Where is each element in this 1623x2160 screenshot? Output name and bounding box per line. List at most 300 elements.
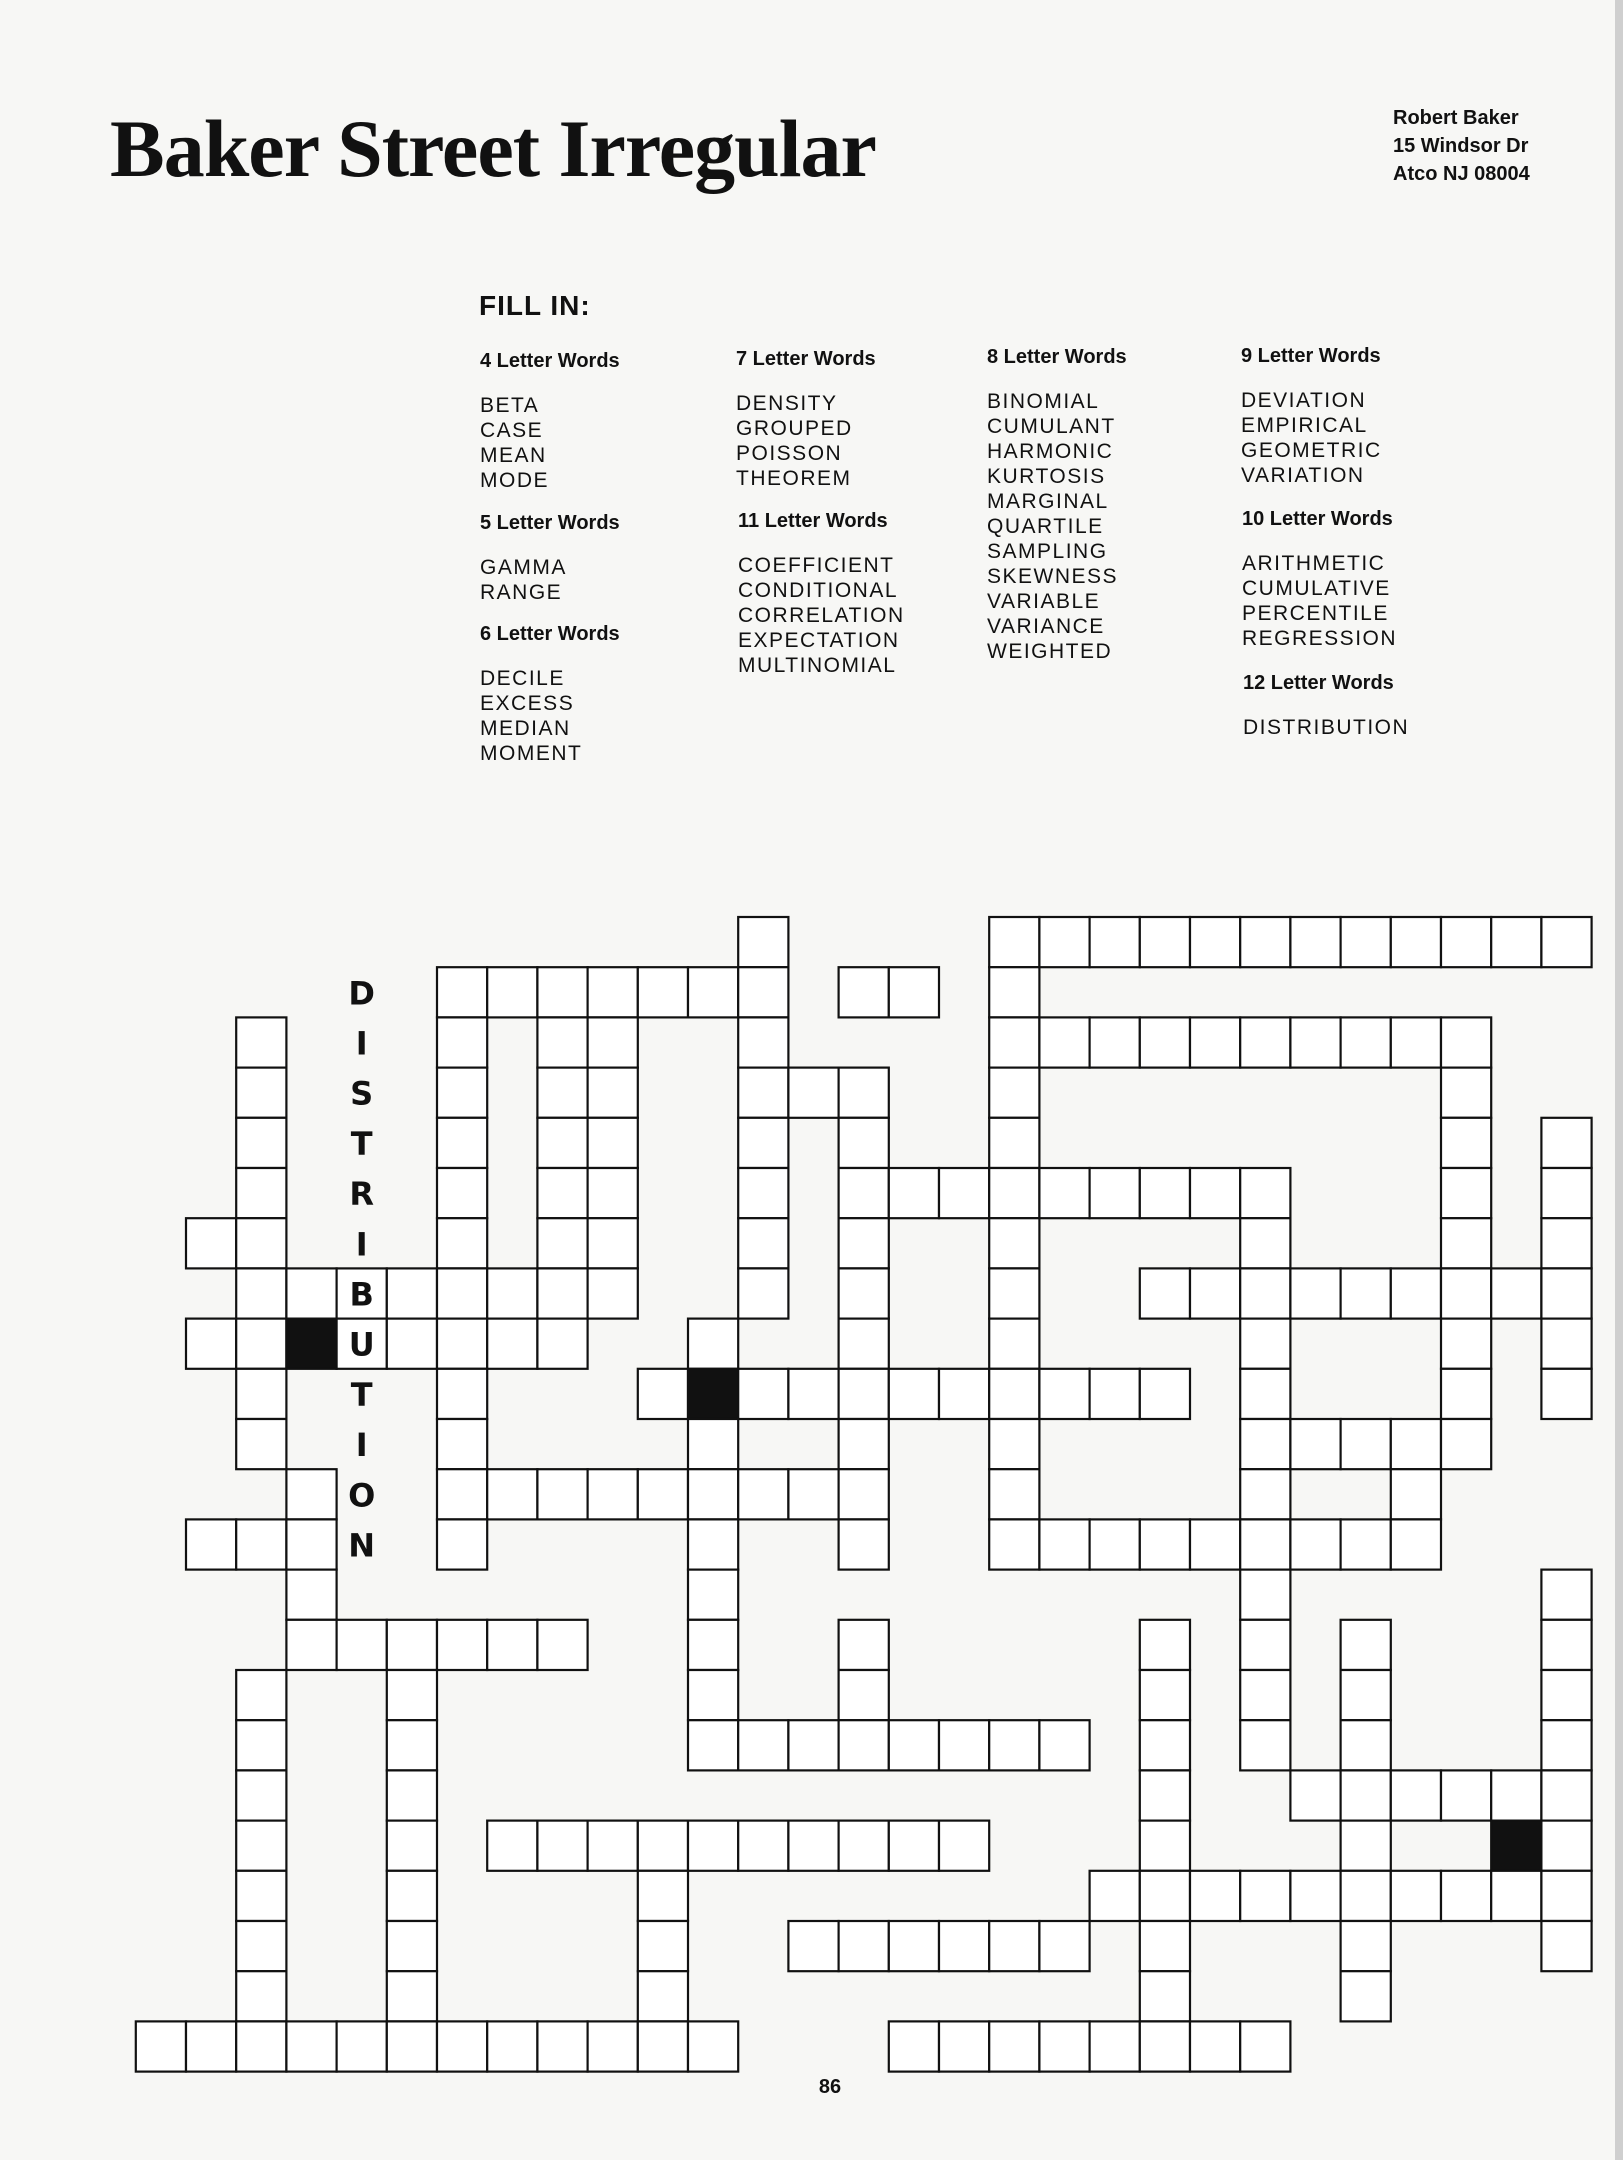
grid-cell[interactable] [1541, 1670, 1591, 1720]
fill-in-label: FILL IN: [479, 290, 591, 321]
grid-cell[interactable] [839, 1319, 889, 1369]
grid-cell[interactable] [236, 1770, 286, 1820]
grid-cell[interactable] [989, 1519, 1039, 1569]
grid-cell[interactable] [1090, 1168, 1140, 1218]
grid-cell[interactable] [989, 1419, 1039, 1469]
filled-letter: R [349, 1175, 375, 1214]
grid-cell[interactable] [839, 1268, 889, 1318]
grid-cell[interactable] [1541, 1319, 1591, 1369]
grid-cell[interactable] [1341, 1770, 1391, 1820]
grid-cell[interactable] [588, 1268, 638, 1318]
grid-cell[interactable] [1541, 1770, 1591, 1820]
grid-cell[interactable] [1240, 917, 1290, 967]
grid-cell[interactable] [387, 1770, 437, 1820]
grid-cell[interactable] [236, 1168, 286, 1218]
grid-cell[interactable] [1441, 1168, 1491, 1218]
grid-cell[interactable] [537, 1168, 587, 1218]
grid-cell[interactable] [688, 1469, 738, 1519]
grid-cell[interactable] [1391, 1017, 1441, 1067]
grid-cell[interactable] [889, 2021, 939, 2071]
grid-cell[interactable] [1341, 1720, 1391, 1770]
grid-cell[interactable] [939, 1720, 989, 1770]
grid-cell[interactable] [236, 1519, 286, 1569]
grid-cell[interactable] [437, 1419, 487, 1469]
grid-cell[interactable] [989, 1268, 1039, 1318]
grid-cell[interactable] [387, 1921, 437, 1971]
grid-cell[interactable] [1341, 1871, 1391, 1921]
grid-cell[interactable] [738, 917, 788, 967]
grid-cell[interactable] [437, 1620, 487, 1670]
grid-cell[interactable] [1240, 1670, 1290, 1720]
grid-cell[interactable] [1240, 1268, 1290, 1318]
grid-cell[interactable] [1541, 1118, 1591, 1168]
grid-cell[interactable] [537, 1319, 587, 1369]
grid-cell[interactable] [688, 1519, 738, 1569]
grid-cell[interactable] [236, 1871, 286, 1921]
grid-cell[interactable] [1240, 1469, 1290, 1519]
grid-cell[interactable] [487, 1268, 537, 1318]
grid-cell[interactable] [839, 1519, 889, 1569]
grid-cell[interactable] [487, 2021, 537, 2071]
grid-cell[interactable] [1541, 1369, 1591, 1419]
grid-cell[interactable] [1240, 1017, 1290, 1067]
grid-cell[interactable] [1341, 1670, 1391, 1720]
grid-cell[interactable] [1290, 1419, 1340, 1469]
grid-cell[interactable] [839, 967, 889, 1017]
grid-cell[interactable] [788, 1369, 838, 1419]
grid-cell[interactable] [939, 1921, 989, 1971]
grid-cell[interactable] [939, 1821, 989, 1871]
grid-cell[interactable] [537, 1268, 587, 1318]
grid-cell[interactable] [738, 1821, 788, 1871]
grid-cell[interactable] [1039, 917, 1089, 967]
grid-cell[interactable] [437, 1218, 487, 1268]
grid-cell[interactable] [989, 1369, 1039, 1419]
grid-cell[interactable] [236, 1218, 286, 1268]
grid-cell[interactable] [688, 2021, 738, 2071]
grid-cell[interactable] [1341, 1620, 1391, 1670]
grid-cell[interactable] [839, 1419, 889, 1469]
word-item: MARGINAL [987, 490, 1109, 513]
grid-cell[interactable] [989, 1017, 1039, 1067]
grid-cell[interactable] [588, 1068, 638, 1118]
grid-cell[interactable] [889, 1821, 939, 1871]
grid-cell[interactable] [1140, 1369, 1190, 1419]
grid-cell[interactable] [286, 1268, 336, 1318]
grid-cell[interactable] [788, 1921, 838, 1971]
grid-cell[interactable] [638, 1871, 688, 1921]
grid-cell[interactable] [537, 1118, 587, 1168]
grid-cell[interactable] [688, 1319, 738, 1369]
grid-cell[interactable] [788, 1720, 838, 1770]
grid-cell[interactable] [738, 1469, 788, 1519]
grid-cell[interactable] [939, 1168, 989, 1218]
grid-cell[interactable] [1441, 1118, 1491, 1168]
grid-cell[interactable] [437, 1017, 487, 1067]
grid-cell[interactable] [236, 1068, 286, 1118]
grid-cell[interactable] [1441, 1419, 1491, 1469]
grid-cell[interactable] [537, 1469, 587, 1519]
grid-cell[interactable] [1240, 1720, 1290, 1770]
grid-cell[interactable] [989, 1319, 1039, 1369]
grid-cell[interactable] [487, 1620, 537, 1670]
grid-cell[interactable] [839, 1821, 889, 1871]
grid-cell[interactable] [186, 1519, 236, 1569]
grid-cell[interactable] [1039, 1369, 1089, 1419]
grid-cell[interactable] [1240, 1871, 1290, 1921]
grid-cell[interactable] [738, 1369, 788, 1419]
grid-cell[interactable] [1190, 917, 1240, 967]
grid-cell[interactable] [989, 967, 1039, 1017]
grid-cell[interactable] [1541, 1720, 1591, 1770]
grid-cell[interactable] [1541, 1921, 1591, 1971]
group-heading: 9 Letter Words [1241, 345, 1381, 367]
grid-cell[interactable] [1090, 1519, 1140, 1569]
grid-cell[interactable] [1140, 1971, 1190, 2021]
grid-cell[interactable] [236, 2021, 286, 2071]
grid-cell[interactable] [1541, 1821, 1591, 1871]
grid-cell[interactable] [537, 2021, 587, 2071]
grid-cell[interactable] [839, 1168, 889, 1218]
grid-cell[interactable] [1341, 1921, 1391, 1971]
grid-cell[interactable] [1140, 1017, 1190, 1067]
grid-cell[interactable] [588, 1218, 638, 1268]
grid-cell[interactable] [1391, 1268, 1441, 1318]
grid-cell[interactable] [588, 1017, 638, 1067]
grid-cell[interactable] [1441, 1319, 1491, 1369]
grid-cell[interactable] [989, 1469, 1039, 1519]
grid-cell[interactable] [1190, 1519, 1240, 1569]
grid-cell[interactable] [588, 1469, 638, 1519]
grid-cell[interactable] [286, 1570, 336, 1620]
grid-cell[interactable] [1491, 1871, 1541, 1921]
word-item: GEOMETRIC [1241, 439, 1382, 462]
grid-cell[interactable] [387, 1971, 437, 2021]
word-item: MOMENT [480, 742, 583, 765]
filled-letter: U [348, 1325, 375, 1364]
grid-cell[interactable] [487, 1821, 537, 1871]
word-item: POISSON [736, 442, 843, 465]
grid-cell[interactable] [1140, 1821, 1190, 1871]
grid-cell[interactable] [839, 1218, 889, 1268]
grid-cell[interactable] [236, 1720, 286, 1770]
grid-cell[interactable] [1290, 1871, 1340, 1921]
grid-cell[interactable] [1240, 1570, 1290, 1620]
grid-cell[interactable] [889, 967, 939, 1017]
grid-cell[interactable] [839, 1469, 889, 1519]
grid-cell[interactable] [387, 1268, 437, 1318]
grid-cell[interactable] [1541, 1871, 1591, 1921]
grid-cell[interactable] [989, 1168, 1039, 1218]
grid-cell[interactable] [1441, 917, 1491, 967]
grid-cell[interactable] [1190, 1017, 1240, 1067]
grid-cell[interactable] [1441, 1369, 1491, 1419]
grid-cell[interactable] [286, 2021, 336, 2071]
grid-cell[interactable] [1140, 1168, 1190, 1218]
grid-cell[interactable] [1341, 1268, 1391, 1318]
grid-cell[interactable] [738, 1168, 788, 1218]
grid-cell[interactable] [1290, 1519, 1340, 1569]
grid-cell[interactable] [236, 1369, 286, 1419]
word-item: EMPIRICAL [1241, 414, 1368, 437]
grid-cell[interactable] [989, 2021, 1039, 2071]
grid-cell[interactable] [537, 1620, 587, 1670]
word-item: VARIABLE [987, 590, 1101, 613]
grid-cell[interactable] [286, 1519, 336, 1569]
grid-cell[interactable] [1491, 1268, 1541, 1318]
grid-cell[interactable] [1039, 1720, 1089, 1770]
group-heading: 4 Letter Words [480, 350, 620, 372]
grid-cell[interactable] [1341, 1971, 1391, 2021]
grid-cell[interactable] [1391, 1419, 1441, 1469]
grid-cell[interactable] [1090, 2021, 1140, 2071]
grid-cell[interactable] [1341, 1419, 1391, 1469]
grid-cell[interactable] [788, 1068, 838, 1118]
grid-cell[interactable] [1140, 917, 1190, 967]
grid-cell[interactable] [989, 1921, 1039, 1971]
grid-cell[interactable] [1140, 1720, 1190, 1770]
filled-letter: T [350, 1375, 373, 1414]
grid-cell[interactable] [738, 1068, 788, 1118]
grid-cell[interactable] [788, 1469, 838, 1519]
grid-cell[interactable] [1140, 1871, 1190, 1921]
grid-cell[interactable] [1391, 1871, 1441, 1921]
grid-cell[interactable] [1441, 1017, 1491, 1067]
grid-cell[interactable] [437, 967, 487, 1017]
grid-cell[interactable] [387, 1871, 437, 1921]
grid-cell[interactable] [186, 1218, 236, 1268]
grid-cell[interactable] [638, 2021, 688, 2071]
grid-cell[interactable] [638, 1921, 688, 1971]
grid-cell[interactable] [1240, 1620, 1290, 1670]
grid-cell[interactable] [487, 967, 537, 1017]
word-item: COEFFICIENT [738, 554, 895, 577]
grid-cell[interactable] [1039, 1017, 1089, 1067]
grid-cell[interactable] [1240, 2021, 1290, 2071]
grid-cell[interactable] [1140, 1519, 1190, 1569]
grid-cell[interactable] [588, 2021, 638, 2071]
grid-cell[interactable] [989, 1068, 1039, 1118]
grid-cell[interactable] [1140, 1921, 1190, 1971]
grid-cell[interactable] [1240, 1319, 1290, 1369]
grid-cell[interactable] [1190, 1871, 1240, 1921]
grid-cell[interactable] [1341, 1017, 1391, 1067]
word-item: CUMULANT [987, 415, 1116, 438]
grid-cell[interactable] [638, 1821, 688, 1871]
grid-cell[interactable] [1039, 1168, 1089, 1218]
word-item: VARIANCE [987, 615, 1105, 638]
grid-cell[interactable] [1039, 2021, 1089, 2071]
grid-cell[interactable] [1039, 1921, 1089, 1971]
grid-cell[interactable] [839, 1118, 889, 1168]
grid-cell[interactable] [286, 1620, 336, 1670]
grid-cell[interactable] [939, 2021, 989, 2071]
grid-cell[interactable] [1541, 917, 1591, 967]
grid-cell[interactable] [387, 1821, 437, 1871]
grid-cell[interactable] [1090, 917, 1140, 967]
grid-cell[interactable] [688, 1620, 738, 1670]
grid-cell[interactable] [236, 1419, 286, 1469]
grid-cell[interactable] [236, 1971, 286, 2021]
grid-cell[interactable] [989, 1720, 1039, 1770]
grid-cell[interactable] [1140, 2021, 1190, 2071]
grid-cell[interactable] [1290, 917, 1340, 967]
grid-cell[interactable] [1190, 1268, 1240, 1318]
grid-cell[interactable] [236, 1821, 286, 1871]
grid-cell[interactable] [1140, 1670, 1190, 1720]
grid-cell[interactable] [1341, 917, 1391, 967]
group-heading: 11 Letter Words [738, 510, 888, 532]
grid-cell[interactable] [839, 1620, 889, 1670]
grid-cell[interactable] [738, 1720, 788, 1770]
grid-cell[interactable] [738, 1118, 788, 1168]
grid-cell[interactable] [537, 1218, 587, 1268]
grid-cell[interactable] [1190, 2021, 1240, 2071]
grid-cell[interactable] [387, 1620, 437, 1670]
grid-cell[interactable] [788, 1821, 838, 1871]
grid-cell[interactable] [738, 1017, 788, 1067]
grid-cell[interactable] [286, 1469, 336, 1519]
grid-cell[interactable] [337, 2021, 387, 2071]
grid-cell[interactable] [839, 1921, 889, 1971]
grid-cell[interactable] [537, 967, 587, 1017]
grid-cell[interactable] [889, 1921, 939, 1971]
grid-cell[interactable] [1190, 1168, 1240, 1218]
grid-cell[interactable] [688, 1419, 738, 1469]
grid-cell[interactable] [1039, 1519, 1089, 1569]
grid-cell[interactable] [839, 1720, 889, 1770]
group-heading: 7 Letter Words [736, 348, 876, 370]
grid-cell[interactable] [387, 1319, 437, 1369]
grid-cell[interactable] [1290, 1268, 1340, 1318]
grid-cell[interactable] [638, 1971, 688, 2021]
grid-cell[interactable] [437, 1118, 487, 1168]
grid-cell[interactable] [638, 1369, 688, 1419]
grid-cell[interactable] [839, 1670, 889, 1720]
grid-cell[interactable] [588, 1821, 638, 1871]
grid-cell[interactable] [1391, 1770, 1441, 1820]
grid-cell[interactable] [889, 1369, 939, 1419]
grid-cell[interactable] [1541, 1218, 1591, 1268]
grid-cell[interactable] [437, 1168, 487, 1218]
grid-cell[interactable] [186, 1319, 236, 1369]
grid-cell[interactable] [437, 1268, 487, 1318]
grid-cell[interactable] [437, 2021, 487, 2071]
grid-cell[interactable] [236, 1921, 286, 1971]
grid-cell[interactable] [989, 917, 1039, 967]
grid-cell[interactable] [136, 2021, 186, 2071]
grid-cell[interactable] [939, 1369, 989, 1419]
grid-cell[interactable] [537, 1068, 587, 1118]
grid-cell[interactable] [1240, 1218, 1290, 1268]
grid-cell[interactable] [1341, 1821, 1391, 1871]
grid-cell[interactable] [1140, 1770, 1190, 1820]
grid-cell[interactable] [638, 1469, 688, 1519]
grid-cell[interactable] [839, 1369, 889, 1419]
grid-cell[interactable] [738, 1268, 788, 1318]
grid-cell[interactable] [1391, 1519, 1441, 1569]
grid-cell[interactable] [537, 1821, 587, 1871]
grid-cell[interactable] [1240, 1519, 1290, 1569]
grid-cell[interactable] [437, 1068, 487, 1118]
grid-cell[interactable] [387, 2021, 437, 2071]
grid-cell[interactable] [1441, 1268, 1491, 1318]
grid-cell[interactable] [337, 1620, 387, 1670]
grid-cell[interactable] [839, 1068, 889, 1118]
grid-cell[interactable] [588, 1118, 638, 1168]
grid-cell[interactable] [487, 1469, 537, 1519]
grid-cell[interactable] [688, 1821, 738, 1871]
grid-cell[interactable] [989, 1218, 1039, 1268]
grid-cell[interactable] [1491, 917, 1541, 967]
grid-cell[interactable] [437, 1519, 487, 1569]
grid-cell[interactable] [1240, 1419, 1290, 1469]
word-item: SKEWNESS [987, 565, 1119, 588]
grid-cell[interactable] [1240, 1168, 1290, 1218]
grid-cell[interactable] [638, 967, 688, 1017]
filled-letter: I [355, 1024, 368, 1063]
grid-cell[interactable] [1541, 1268, 1591, 1318]
grid-cell[interactable] [236, 1118, 286, 1168]
grid-cell[interactable] [236, 1268, 286, 1318]
grid-cell[interactable] [1290, 1770, 1340, 1820]
grid-cell[interactable] [688, 967, 738, 1017]
grid-cell[interactable] [738, 967, 788, 1017]
grid-cell[interactable] [387, 1670, 437, 1720]
grid-cell[interactable] [1140, 1268, 1190, 1318]
grid-cell[interactable] [1541, 1570, 1591, 1620]
grid-cell[interactable] [588, 1168, 638, 1218]
grid-cell[interactable] [236, 1017, 286, 1067]
grid-cell[interactable] [688, 1670, 738, 1720]
filled-letter: S [350, 1074, 374, 1113]
grid-cell[interactable] [688, 1570, 738, 1620]
grid-cell[interactable] [437, 1369, 487, 1419]
grid-cell[interactable] [889, 1168, 939, 1218]
grid-cell[interactable] [1090, 1369, 1140, 1419]
grid-cell[interactable] [1491, 1770, 1541, 1820]
grid-cell[interactable] [1541, 1620, 1591, 1670]
grid-cell[interactable] [1391, 1469, 1441, 1519]
grid-cell[interactable] [1441, 1871, 1491, 1921]
grid-cell[interactable] [1441, 1068, 1491, 1118]
grid-cell[interactable] [588, 967, 638, 1017]
grid-cell[interactable] [1341, 1519, 1391, 1569]
grid-cell[interactable] [537, 1017, 587, 1067]
grid-cell[interactable] [1391, 917, 1441, 967]
grid-cell[interactable] [387, 1720, 437, 1770]
grid-cell[interactable] [236, 1319, 286, 1369]
grid-cell[interactable] [989, 1118, 1039, 1168]
grid-cell[interactable] [1090, 1871, 1140, 1921]
grid-cell[interactable] [1541, 1168, 1591, 1218]
grid-cell[interactable] [1441, 1218, 1491, 1268]
grid-cell[interactable] [1090, 1017, 1140, 1067]
grid-cell[interactable] [1290, 1017, 1340, 1067]
grid-cell[interactable] [1240, 1369, 1290, 1419]
grid-cell[interactable] [889, 1720, 939, 1770]
word-item: DECILE [480, 667, 565, 690]
grid-cell[interactable] [1441, 1770, 1491, 1820]
grid-cell[interactable] [437, 1469, 487, 1519]
grid-cell[interactable] [437, 1319, 487, 1369]
grid-cell[interactable] [186, 2021, 236, 2071]
grid-cell[interactable] [688, 1720, 738, 1770]
grid-cell[interactable] [487, 1319, 537, 1369]
grid-cell[interactable] [1140, 1620, 1190, 1670]
grid-cell[interactable] [738, 1218, 788, 1268]
grid-cell[interactable] [236, 1670, 286, 1720]
